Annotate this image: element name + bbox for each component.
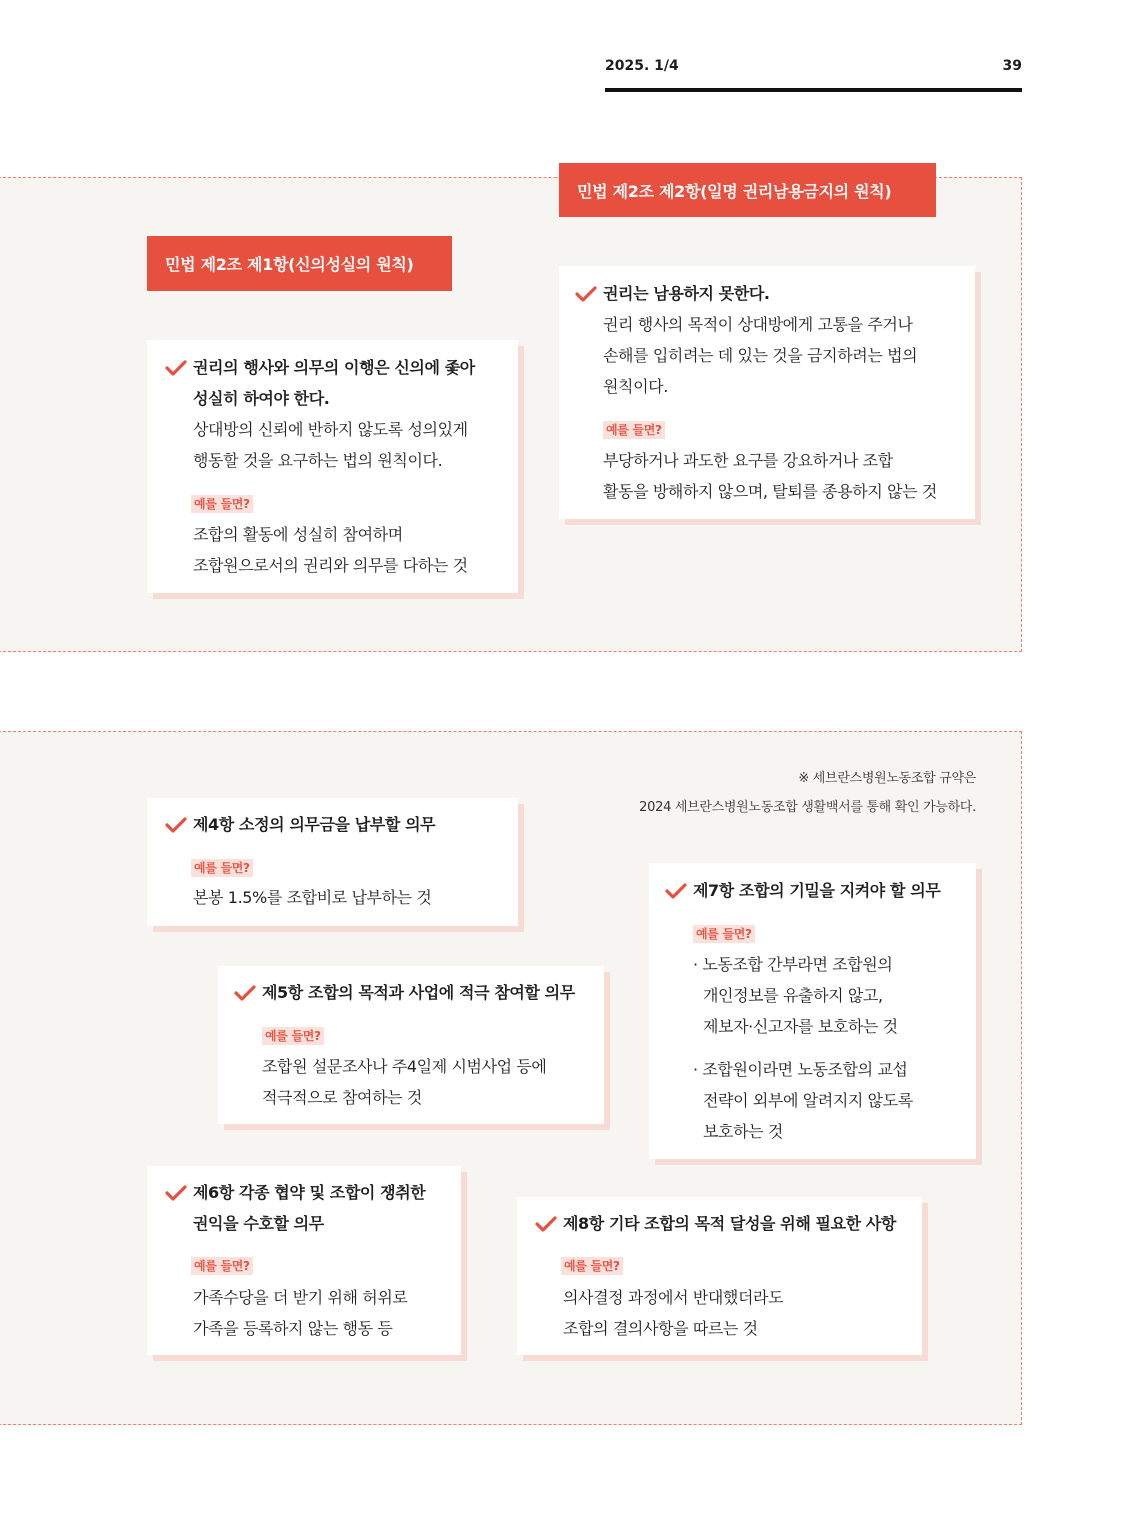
- check-icon: [165, 816, 187, 834]
- abuse-example-1: 부당하거나 과도한 요구를 강요하거나 조합: [603, 451, 893, 470]
- clause-7-bullet-2-line-3: 보호하는 것: [703, 1122, 783, 1141]
- clause-7-bullet-1-line-2: 개인정보를 유출하지 않고,: [703, 986, 883, 1005]
- abuse-body-3: 원칙이다.: [603, 377, 668, 396]
- tag-article2-clause2: 민법 제2조 제2항(일명 권리남용금지의 원칙): [559, 163, 936, 217]
- issue-date: 2025. 1/4: [605, 58, 679, 74]
- card-abuse-of-rights: [559, 266, 975, 519]
- clause-8-example-2: 조합의 결의사항을 따르는 것: [563, 1319, 758, 1338]
- clause-7-bullet-1-line-3: 제보자·신고자를 보호하는 것: [703, 1017, 898, 1036]
- abuse-body-1: 권리 행사의 목적이 상대방에게 고통을 주거나: [603, 315, 913, 334]
- note-line-2: 2024 세브란스병원노동조합 생활백서를 통해 확인 가능하다.: [639, 800, 976, 815]
- clause-5-example-1: 조합원 설문조사나 주4일제 시범사업 등에: [262, 1057, 547, 1076]
- card-clause-6: [147, 1166, 461, 1355]
- clause-7-bullet-2-line-2: 전략이 외부에 알려지지 않도록: [703, 1091, 913, 1110]
- example-label: 예를 들면?: [191, 1257, 253, 1275]
- clause-8-example-1: 의사결정 과정에서 반대했더라도: [563, 1288, 784, 1307]
- clause-7-bullet-1-line-1: · 노동조합 간부라면 조합원의: [693, 955, 893, 974]
- example-label: 예를 들면?: [603, 421, 665, 439]
- example-label: 예를 들면?: [693, 925, 755, 943]
- check-icon: [535, 1215, 557, 1233]
- good-faith-body-1: 상대방의 신뢰에 반하지 않도록 성의있게: [193, 420, 468, 439]
- clause-5-example-2: 적극적으로 참여하는 것: [262, 1088, 422, 1107]
- card-clause-4: [147, 798, 518, 926]
- example-label: 예를 들면?: [561, 1257, 623, 1275]
- clause-7-heading: 제7항 조합의 기밀을 지켜야 할 의무: [693, 881, 941, 900]
- abuse-heading: 권리는 남용하지 못한다.: [603, 284, 770, 303]
- clause-7-bullet-2-line-1: · 조합원이라면 노동조합의 교섭: [693, 1060, 908, 1079]
- clause-6-example-1: 가족수당을 더 받기 위해 허위로: [193, 1288, 408, 1307]
- check-icon: [165, 1184, 187, 1202]
- note-line-1: ※ 세브란스병원노동조합 규약은: [798, 771, 976, 786]
- example-label: 예를 들면?: [262, 1027, 324, 1045]
- clause-6-example-2: 가족을 등록하지 않는 행동 등: [193, 1319, 393, 1338]
- check-icon: [575, 285, 597, 303]
- abuse-body-2: 손해를 입히려는 데 있는 것을 금지하려는 법의: [603, 346, 918, 365]
- good-faith-example-1: 조합의 활동에 성실히 참여하며: [193, 525, 403, 544]
- clause-5-heading: 제5항 조합의 목적과 사업에 적극 참여할 의무: [262, 983, 575, 1002]
- example-label: 예를 들면?: [191, 495, 253, 513]
- page-number: 39: [1002, 58, 1022, 74]
- card-clause-8: [517, 1197, 922, 1355]
- good-faith-example-2: 조합원으로서의 권리와 의무를 다하는 것: [193, 556, 468, 575]
- abuse-example-2: 활동을 방해하지 않으며, 탈퇴를 종용하지 않는 것: [603, 482, 937, 501]
- card-clause-7: [649, 863, 976, 1159]
- example-label: 예를 들면?: [191, 859, 253, 877]
- clause-4-heading: 제4항 소정의 의무금을 납부할 의무: [193, 815, 436, 834]
- check-icon: [665, 882, 687, 900]
- clause-6-heading-2: 권익을 수호할 의무: [193, 1214, 324, 1233]
- good-faith-heading-2: 성실히 하여야 한다.: [193, 389, 330, 408]
- tag-article2-clause1: 민법 제2조 제1항(신의성실의 원칙): [147, 236, 452, 291]
- page-header: [605, 58, 1022, 92]
- check-icon: [234, 984, 256, 1002]
- good-faith-body-2: 행동할 것을 요구하는 법의 원칙이다.: [193, 451, 443, 470]
- clause-4-example: 본봉 1.5%를 조합비로 납부하는 것: [193, 888, 432, 907]
- clause-6-heading-1: 제6항 각종 협약 및 조합이 쟁취한: [193, 1183, 426, 1202]
- card-good-faith: [147, 340, 518, 593]
- good-faith-heading-1: 권리의 행사와 의무의 이행은 신의에 좇아: [193, 358, 475, 377]
- clause-8-heading: 제8항 기타 조합의 목적 달성을 위해 필요한 사항: [563, 1214, 896, 1233]
- card-clause-5: [218, 966, 604, 1124]
- check-icon: [165, 359, 187, 377]
